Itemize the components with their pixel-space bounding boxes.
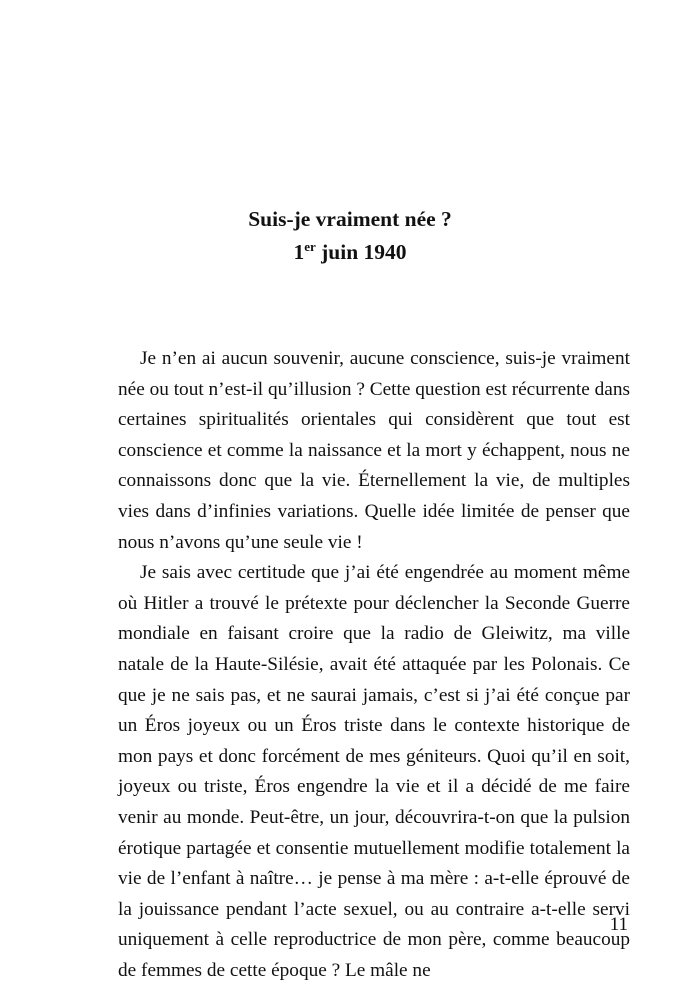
page-number: 11 — [609, 914, 628, 935]
paragraph: Je n’en ai aucun souvenir, aucune conscience, suis-je vraiment née ou tout n’est-il qu’illusion ? Cette question est récurrente dans certaines spiritualités orientales qui considèrent que tout est conscience et comme la naissance et la mort y échappent, nous ne connaissons donc que la vie. Éternellement la vie, de multiples vies dans d’infinies variations. Quelle idée limitée de penser que nous n’avons qu’une seule vie ! — [118, 348, 630, 553]
body-text — [118, 344, 630, 986]
chapter-heading — [0, 203, 700, 269]
chapter-date-day: 1 — [293, 240, 305, 264]
chapter-date-suffix: er — [304, 239, 316, 254]
paragraph: Je sais avec certitude que j’ai été engendrée au moment même où Hitler a trouvé le prétexte pour déclencher la Seconde Guerre mondiale en faisant croire que la radio de Gleiwitz, ma ville natale de la Haute-Silésie, avait été attaquée par les Polonais. Ce que je ne sais pas, et ne saurai jamais, c’est si j’ai été conçue par un Éros joyeux ou un Éros triste dans le contexte historique de mon pays et donc forcément de mes géniteurs. Quoi qu’il en soit, joyeux ou triste, Éros engendre la vie et il a décidé de me faire venir au monde. Peut-être, un jour, découvrira-t-on que la pulsion érotique partagée et consentie mutuellement modifie totalement la vie de l’enfant à naître… je pense à ma mère : a-t-elle éprouvé de la jouissance pendant l’acte sexuel, ou au contraire a-t-elle servi uniquement à celle reproductrice de mon père, comme beaucoup de femmes de cette époque ? Le mâle ne — [118, 562, 630, 981]
chapter-date — [0, 236, 700, 269]
chapter-date-rest: juin 1940 — [315, 240, 407, 264]
chapter-title: Suis-je vraiment née ? — [248, 207, 452, 231]
